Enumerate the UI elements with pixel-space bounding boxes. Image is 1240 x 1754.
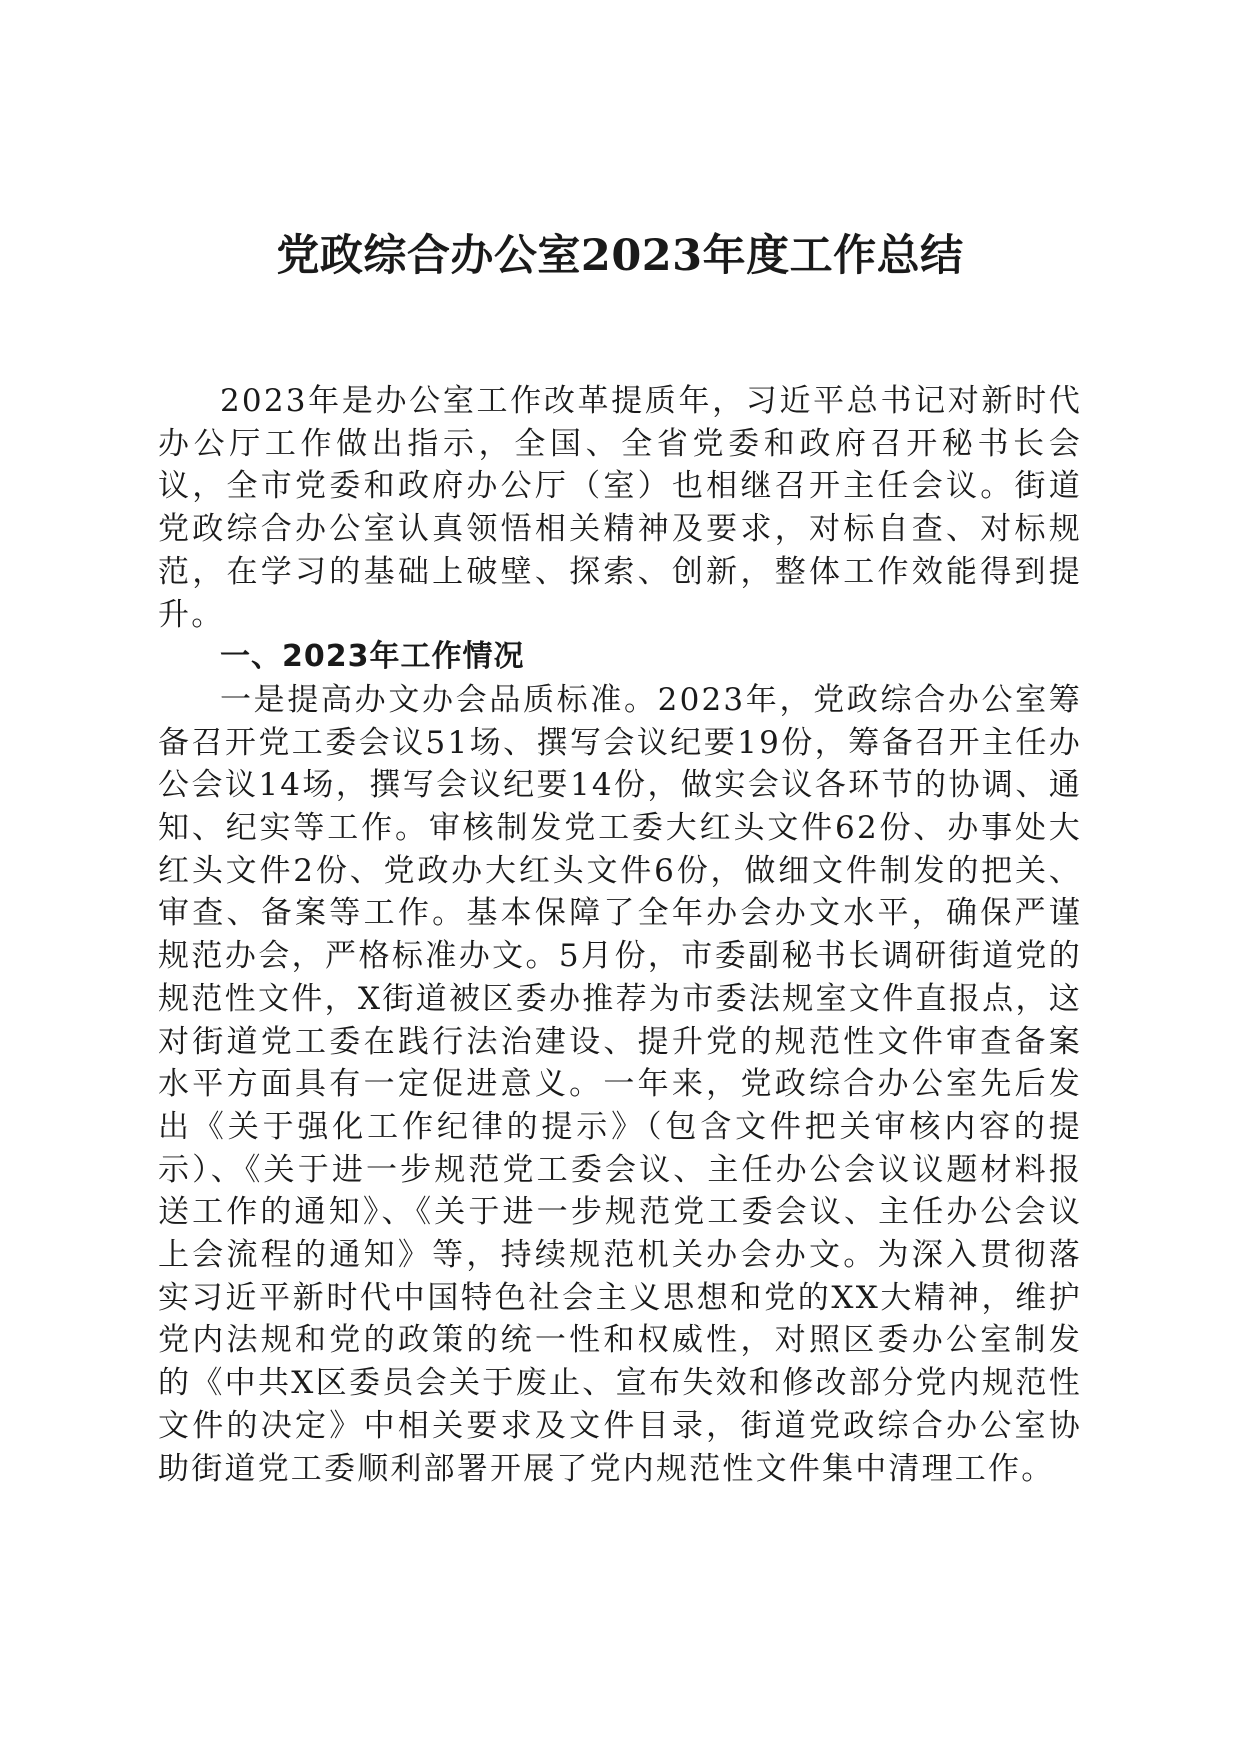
intro-paragraph: 2023年是办公室工作改革提质年，习近平总书记对新时代办公厅工作做出指示，全国、全省党委和政府召开秘书长会议，全市党委和政府办公厅（室）也相继召开主任会议。街道党政综合办公室认真领悟相关精神及要求，对标自查、对标规范，在学习的基础上破壁、探索、创新，整体工作效能得到提升。	[158, 383, 1082, 633]
document-body	[158, 380, 1082, 1490]
section-paragraph: 一是提高办文办会品质标准。2023年，党政综合办公室筹备召开党工委会议51场、撰写会议纪要19份，筹备召开主任办公会议14场，撰写会议纪要14份，做实会议各环节的协调、通知、纪实等工作。审核制发党工委大红头文件62份、办事处大红头文件2份、党政办大红头文件6份，做细文件制发的把关、审查、备案等工作。基本保障了全年办会办文水平，确保严谨规范办会，严格标准办文。5月份，市委副秘书长调研街道党的规范性文件，X街道被区委办推荐为市委法规室文件直报点，这对街道党工委在践行法治建设、提升党的规范性文件审查备案水平方面具有一定促进意义。一年来，党政综合办公室先后发出《关于强化工作纪律的提示》（包含文件把关审核内容的提示）、《关于进一步规范党工委会议、主任办公会议议题材料报送工作的通知》、《关于进一步规范党工委会议、主任办公会议上会流程的通知》等，持续规范机关办会办文。为深入贯彻落实习近平新时代中国特色社会主义思想和党的XX大精神，维护党内法规和党的政策的统一性和权威性，对照区委办公室制发的《中共X区委员会关于废止、宣布失效和修改部分党内规范性文件的决定》中相关要求及文件目录，街道党政综合办公室协助街道党工委顺利部署开展了党内规范性文件集中清理工作。	[158, 681, 1082, 1487]
section-heading: 一、2023年工作情况	[220, 639, 525, 675]
document-title: 党政综合办公室2023年度工作总结	[276, 231, 964, 281]
